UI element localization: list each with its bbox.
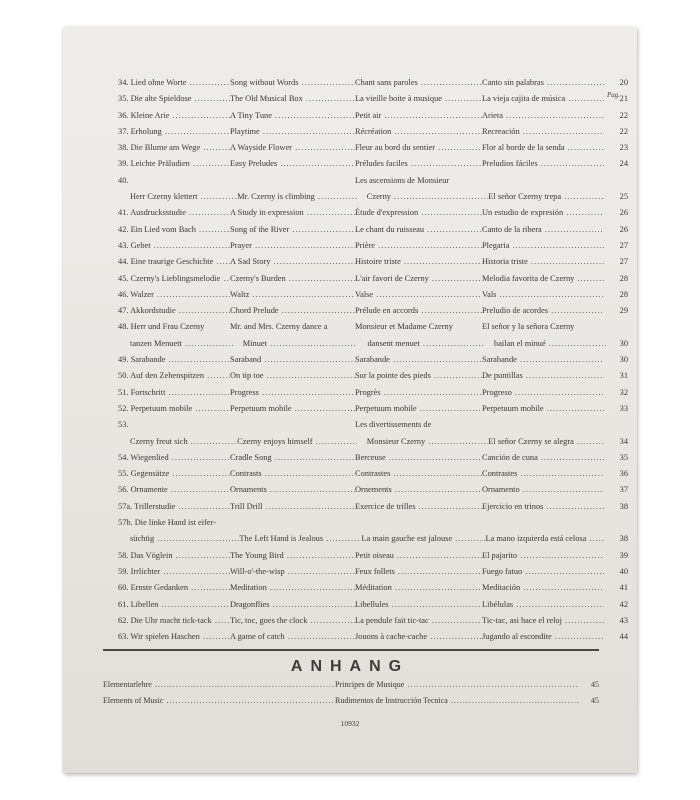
title-spanish: El señor Czerny trepa .....	[488, 189, 605, 205]
title-german: 51. Fortschritt .....	[118, 385, 230, 401]
document-page	[63, 27, 637, 773]
toc-entry	[118, 303, 628, 319]
toc-entry	[118, 385, 628, 401]
title-spanish: Canto sin palabras .....	[482, 75, 604, 91]
title-spanish: La vieja cajita de música .....	[482, 91, 604, 107]
title-spanish: Preludios fáciles .....	[482, 156, 604, 172]
title-french	[355, 515, 482, 531]
title-english: The Left Hand is Jealous .....	[239, 531, 361, 547]
title-french: Les divertissements de	[355, 420, 432, 430]
title-german: 40.	[118, 175, 129, 185]
title-german: 43. Gebet .....	[118, 238, 230, 254]
page-number: 38	[619, 534, 628, 544]
title-german: 55. Gegensätze .....	[118, 466, 230, 482]
title-english: Chord Prelude .....	[230, 303, 355, 319]
title-french: Prière .....	[355, 238, 482, 254]
title-english: Prayer .....	[230, 238, 355, 254]
title-french: Petit oiseau .....	[355, 548, 482, 564]
title-german: 60. Ernste Gedanken .....	[118, 580, 230, 596]
title-french: Chant sans paroles .....	[355, 75, 482, 91]
title-french: Sur la pointe des pieds .....	[355, 368, 482, 384]
title-spanish: De puntillas .....	[482, 368, 604, 384]
appendix-right: Principes de Musique .....	[335, 677, 579, 693]
title-french: Valse .....	[355, 287, 482, 303]
title-french: dansent menuet .....	[357, 336, 484, 352]
title-spanish	[482, 515, 604, 531]
title-english: A Study in expression .....	[230, 205, 355, 221]
title-english: Ornaments .....	[230, 482, 355, 498]
title-french: Monsieur Czerny .....	[357, 434, 489, 450]
title-german: 62. Die Uhr macht tick-tack .....	[118, 613, 230, 629]
page-number: 30	[619, 355, 628, 365]
toc-entry	[118, 450, 628, 466]
title-german: 54. Wiegenlied .....	[118, 450, 230, 466]
title-spanish	[482, 417, 604, 433]
title-french: Monsieur et Madame Czerny	[355, 322, 453, 332]
toc-entry	[118, 75, 628, 91]
toc-entry	[118, 287, 628, 303]
title-german: 37. Erholung .....	[118, 124, 230, 140]
page-number: 38	[619, 501, 628, 511]
title-spanish: La mano izquierda está celosa .....	[485, 531, 604, 547]
title-german: 34. Lied ohne Worte .....	[118, 75, 230, 91]
page-number	[604, 173, 628, 189]
title-german: 56. Ornamente .....	[118, 482, 230, 498]
page-number: 40	[619, 566, 628, 576]
title-german: 44. Eine traurige Geschichte .....	[118, 254, 230, 270]
title-english: A game of catch .....	[230, 629, 355, 645]
appendix-left: Elements of Music .....	[103, 693, 335, 709]
title-french: Méditation .....	[355, 580, 482, 596]
title-french: Exercice de trilles .....	[355, 499, 482, 515]
title-spanish: El señor y la señora Czerny	[482, 322, 575, 332]
title-english: A Tiny Tune .....	[230, 108, 355, 124]
title-english: A Wayside Flower .....	[230, 140, 355, 156]
title-french: Feux follets .....	[355, 564, 482, 580]
plate-number: 10932	[340, 719, 360, 728]
page-number: 42	[619, 599, 628, 609]
toc-entry	[118, 515, 628, 548]
page-number: 43	[619, 615, 628, 625]
title-english: Dragonflies .....	[230, 597, 355, 613]
toc-entry	[118, 205, 628, 221]
toc-entry	[118, 271, 628, 287]
title-english: Trill Drill .....	[230, 499, 355, 515]
page-number: 22	[619, 110, 628, 120]
title-french: La vieille boite à musique .....	[355, 91, 482, 107]
title-german: 61. Libellen .....	[118, 597, 230, 613]
title-french: Le chant du ruisseau .....	[355, 222, 482, 238]
title-english	[230, 173, 355, 189]
title-french: Sarabande .....	[355, 352, 482, 368]
title-german: 57b. Die linke Hand ist eifer-	[118, 518, 216, 528]
toc-entry	[118, 466, 628, 482]
title-german: 35. Die alte Spieldose .....	[118, 91, 230, 107]
title-english: Mr. and Mrs. Czerny dance a	[230, 322, 328, 332]
title-english: Saraband .....	[230, 352, 355, 368]
title-spanish: Plegaria .....	[482, 238, 604, 254]
page-number: 28	[619, 289, 628, 299]
title-english: Will-o'-the-wisp .....	[230, 564, 355, 580]
page-number: 32	[619, 387, 628, 397]
toc-entry	[118, 564, 628, 580]
title-french: Ornements .....	[355, 482, 482, 498]
title-spanish: Arieta .....	[482, 108, 604, 124]
title-french: Les ascensions de Monsieur	[355, 175, 450, 185]
page-number	[604, 417, 628, 433]
title-german: 49. Sarabande .....	[118, 352, 230, 368]
title-german: 50. Auf den Zehenspitzen .....	[118, 368, 230, 384]
page-number: 31	[619, 371, 628, 381]
toc-entry	[118, 613, 628, 629]
page-number: 35	[619, 452, 628, 462]
page-number: 23	[619, 143, 628, 153]
title-spanish	[482, 173, 604, 189]
page-number	[604, 515, 628, 531]
title-german: 38. Die Blume am Wege .....	[118, 140, 230, 156]
toc-entry	[118, 173, 628, 206]
title-english: Czerny enjoys himself .....	[237, 434, 357, 450]
title-english: On tip toe .....	[230, 368, 355, 384]
page-number: 44	[619, 632, 628, 642]
title-spanish: Contrastes .....	[482, 466, 604, 482]
title-spanish: Flor al borde de la senda .....	[482, 140, 604, 156]
page-number: 30	[619, 338, 629, 348]
page-number: 29	[619, 306, 628, 316]
table-of-contents	[118, 75, 628, 645]
title-english: Perpetuum mobile .....	[230, 401, 355, 417]
toc-entry	[118, 140, 628, 156]
title-german: 45. Czerny's Lieblingsmelodie .....	[118, 271, 230, 287]
title-spanish: Meditación .....	[482, 580, 604, 596]
appendix-page: 45	[591, 680, 599, 689]
title-spanish: El pajarito .....	[482, 548, 604, 564]
title-english: A Sad Story .....	[230, 254, 355, 270]
title-spanish: Vals .....	[482, 287, 604, 303]
page-number: 20	[619, 78, 628, 87]
title-french: Étude d'expression .....	[355, 205, 482, 221]
page-number: 33	[619, 403, 628, 413]
title-english	[230, 417, 355, 433]
title-english: Czerny's Burden .....	[230, 271, 355, 287]
toc-entry	[118, 499, 628, 515]
page-number: 25	[619, 192, 628, 202]
page-number	[604, 319, 628, 335]
title-french: L'air favori de Czerny .....	[355, 271, 482, 287]
title-spanish: Ornamento .....	[482, 482, 604, 498]
title-english: The Old Musical Box .....	[230, 91, 355, 107]
title-english: Song of the River .....	[230, 222, 355, 238]
title-spanish: Preludio de acordes .....	[482, 303, 604, 319]
title-french: Perpetuum mobile .....	[355, 401, 482, 417]
toc-entry	[118, 352, 628, 368]
page-column-label: Pag.	[607, 91, 621, 99]
title-french: Progrès .....	[355, 385, 482, 401]
title-spanish: Canción de cuna .....	[482, 450, 604, 466]
page-number: 36	[619, 469, 628, 479]
toc-entry	[118, 580, 628, 596]
title-spanish: El señor Czerny se alegra .....	[488, 434, 605, 450]
title-german: Herr Czerny klettert .....	[118, 189, 237, 205]
page-number: 26	[619, 224, 628, 234]
title-spanish: Melodia favorita de Czerny .....	[482, 271, 604, 287]
section-divider	[103, 649, 599, 651]
title-german: 59. Irrlichter .....	[118, 564, 230, 580]
title-german: 39. Leichte Präludien .....	[118, 156, 230, 172]
page-number: 22	[619, 126, 628, 136]
title-english: Minuet .....	[233, 336, 358, 352]
title-spanish: bailan el minué .....	[484, 336, 606, 352]
title-english: Cradle Song .....	[230, 450, 355, 466]
title-french: La pendule fait tic-tac .....	[355, 613, 482, 629]
title-spanish: Tic-tac, asi hace el reloj .....	[482, 613, 604, 629]
toc-entry	[118, 156, 628, 172]
title-english: Meditation .....	[230, 580, 355, 596]
title-french: Jouons à cache-cache .....	[355, 629, 482, 645]
title-spanish: Jugando al escondite .....	[482, 629, 604, 645]
title-spanish: Ejercicio en trinos .....	[482, 499, 604, 515]
title-french: Berceuse .....	[355, 450, 482, 466]
toc-entry	[118, 368, 628, 384]
title-english: Tic, toc, goes the clock .....	[230, 613, 355, 629]
title-german: 46. Walzer .....	[118, 287, 230, 303]
title-french: Fleur au bord du sentier .....	[355, 140, 482, 156]
title-german: Czerny freut sich .....	[118, 434, 237, 450]
title-english: Easy Preludes .....	[230, 156, 355, 172]
title-english: Playtime .....	[230, 124, 355, 140]
title-french: Prélude en accords .....	[355, 303, 482, 319]
title-english: The Young Bird .....	[230, 548, 355, 564]
appendix-row	[103, 677, 599, 693]
page-number: 28	[619, 273, 628, 283]
toc-entry	[118, 222, 628, 238]
appendix-right: Rudimentos de Instrucción Tecnica .....	[335, 693, 579, 709]
toc-entry	[118, 548, 628, 564]
toc-entry	[118, 597, 628, 613]
title-german: 52. Perpetuum mobile .....	[118, 401, 230, 417]
title-german: 41. Ausdrucksstudie .....	[118, 205, 230, 221]
title-english: Waltz .....	[230, 287, 355, 303]
title-english: Song without Words .....	[230, 75, 355, 91]
toc-entry	[118, 319, 628, 352]
title-german: 57a. Trillerstudie .....	[118, 499, 230, 515]
title-german: süchtig .....	[118, 531, 239, 547]
title-french: Petit air .....	[355, 108, 482, 124]
page-number: 27	[619, 240, 628, 250]
title-german: 36. Kleine Arie .....	[118, 108, 230, 124]
title-german: 47. Akkordstudie .....	[118, 303, 230, 319]
toc-entry	[118, 254, 628, 270]
title-spanish: Fuego fatuo .....	[482, 564, 604, 580]
title-french: Contrastes .....	[355, 466, 482, 482]
title-spanish: Recreación .....	[482, 124, 604, 140]
title-spanish: Libélulas .....	[482, 597, 604, 613]
title-english: Progress .....	[230, 385, 355, 401]
title-english: Mr. Czerny is climbing .....	[237, 189, 357, 205]
toc-entry	[118, 124, 628, 140]
title-german: 48. Herr und Frau Czerny	[118, 322, 205, 332]
page-number: 34	[619, 436, 628, 446]
page-number: 21	[619, 94, 628, 104]
title-german: tanzen Menuett .....	[118, 336, 233, 352]
appendix-left: Elementarlehre .....	[103, 677, 335, 693]
title-german: 58. Das Vöglein .....	[118, 548, 230, 564]
toc-entry	[118, 238, 628, 254]
appendix-page: 45	[591, 696, 599, 705]
appendix-title: ANHANG	[290, 658, 410, 675]
appendix-row	[103, 693, 599, 709]
toc-entry	[118, 417, 628, 450]
title-english	[230, 515, 355, 531]
title-french: Libellules .....	[355, 597, 482, 613]
page-number: 26	[619, 208, 628, 218]
page-number: 39	[619, 550, 628, 560]
title-french: Récréation .....	[355, 124, 482, 140]
title-spanish: Sarabande .....	[482, 352, 604, 368]
title-german: 63. Wir spielen Haschen .....	[118, 629, 230, 645]
page-number: 41	[619, 583, 628, 593]
title-german: 42. Ein Lied vom Bach .....	[118, 222, 230, 238]
title-spanish: Historia triste .....	[482, 254, 604, 270]
title-french: La main gauche est jalouse .....	[361, 531, 485, 547]
toc-entry	[118, 401, 628, 417]
title-spanish: Un estudio de expresión .....	[482, 205, 604, 221]
toc-entry	[118, 482, 628, 498]
title-spanish: Perpetuum mobile .....	[482, 401, 604, 417]
toc-entry	[118, 91, 628, 107]
title-french: Histoire triste .....	[355, 254, 482, 270]
page-number: 24	[619, 159, 628, 169]
title-french: Czerny .....	[357, 189, 489, 205]
toc-entry	[118, 629, 628, 645]
title-spanish: Progreso .....	[482, 385, 604, 401]
page-number: 37	[619, 485, 628, 495]
toc-entry	[118, 108, 628, 124]
page-number: 27	[619, 257, 628, 267]
title-spanish: Canto de la ribera .....	[482, 222, 604, 238]
title-english: Contrasts .....	[230, 466, 355, 482]
title-german: 53.	[118, 420, 129, 430]
title-french: Préludes faciles .....	[355, 156, 482, 172]
